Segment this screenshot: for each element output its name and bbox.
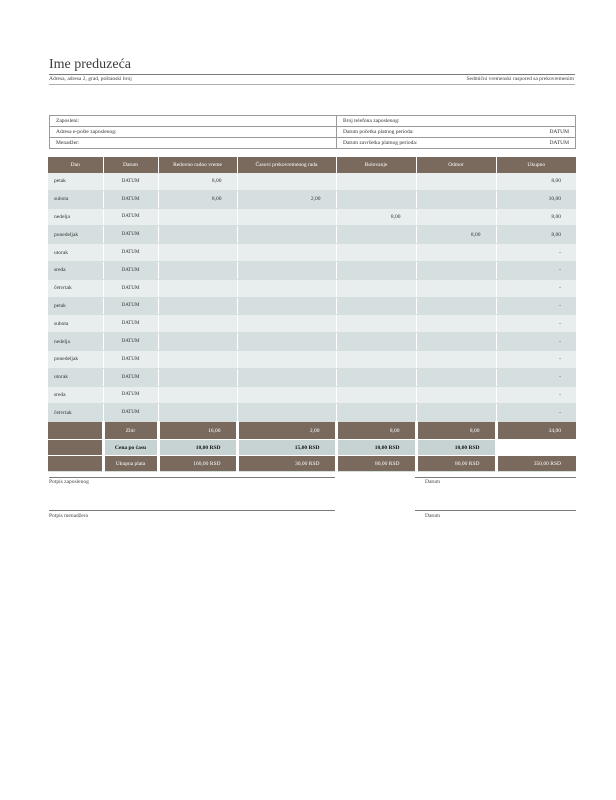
- col-header-day: Dan: [48, 157, 103, 173]
- pay-total: 350,00 RSD: [496, 456, 576, 472]
- sick-hours-cell[interactable]: 8,00: [336, 208, 416, 226]
- sum-overtime: 2,00: [237, 422, 336, 440]
- rate-total-empty: [496, 440, 576, 456]
- employee-date-line[interactable]: [415, 477, 576, 478]
- vacation-hours-cell[interactable]: [416, 173, 496, 190]
- vacation-hours-cell[interactable]: [416, 333, 496, 351]
- overtime-hours-cell[interactable]: [237, 208, 336, 226]
- sick-hours-cell[interactable]: [336, 244, 416, 262]
- rate-regular[interactable]: 10,00 RSD: [158, 440, 237, 456]
- date-cell[interactable]: DATUM: [103, 297, 158, 315]
- total-hours-cell: -: [496, 244, 576, 262]
- sum-regular: 16,00: [158, 422, 237, 440]
- regular-hours-cell[interactable]: [158, 368, 237, 386]
- regular-hours-cell[interactable]: [158, 208, 237, 226]
- total-hours-cell: -: [496, 386, 576, 404]
- total-hours-cell: -: [496, 333, 576, 351]
- overtime-hours-cell[interactable]: [237, 315, 336, 333]
- overtime-hours-cell[interactable]: [237, 368, 336, 386]
- overtime-hours-cell[interactable]: [237, 279, 336, 297]
- table-row: [48, 350, 576, 368]
- table-row: [48, 208, 576, 226]
- manager-signature-label: Potpis menadžera: [49, 513, 88, 519]
- rate-label: Cena po času: [103, 440, 158, 456]
- pay-overtime: 30,00 RSD: [237, 456, 336, 472]
- manager-date-line[interactable]: [415, 510, 576, 511]
- col-header-overtime: Časovi prekovremenog rada: [237, 157, 336, 173]
- table-row: [48, 386, 576, 404]
- overtime-hours-cell[interactable]: [237, 261, 336, 279]
- sum-vacation: 8,00: [416, 422, 496, 440]
- info-row: [50, 116, 576, 127]
- table-row: [48, 190, 576, 208]
- table-row: [48, 368, 576, 386]
- info-row: [50, 127, 576, 138]
- total-hours-cell: -: [496, 404, 576, 422]
- regular-hours-cell[interactable]: [158, 333, 237, 351]
- regular-hours-cell[interactable]: [158, 386, 237, 404]
- manager-date-label: Datum: [425, 513, 440, 519]
- employee-info-table: [49, 115, 576, 149]
- vacation-hours-cell[interactable]: [416, 279, 496, 297]
- vacation-hours-cell[interactable]: [416, 315, 496, 333]
- vacation-hours-cell[interactable]: [416, 244, 496, 262]
- date-cell[interactable]: DATUM: [103, 226, 158, 244]
- rate-spacer: [48, 440, 103, 456]
- total-hours-cell: -: [496, 297, 576, 315]
- date-cell[interactable]: DATUM: [103, 350, 158, 368]
- sick-hours-cell[interactable]: [336, 404, 416, 422]
- sick-hours-cell[interactable]: [336, 368, 416, 386]
- day-cell: ponedeljak: [48, 226, 103, 244]
- regular-hours-cell[interactable]: [158, 350, 237, 368]
- regular-hours-cell[interactable]: [158, 404, 237, 422]
- date-cell[interactable]: DATUM: [103, 208, 158, 226]
- day-cell: subota: [48, 190, 103, 208]
- total-hours-cell: 8,00: [496, 208, 576, 226]
- start-date-label: Datum početka platnog perioda:: [337, 127, 512, 138]
- date-cell[interactable]: DATUM: [103, 190, 158, 208]
- info-row: [50, 138, 576, 149]
- date-cell[interactable]: DATUM: [103, 173, 158, 190]
- total-hours-cell: -: [496, 368, 576, 386]
- overtime-hours-cell[interactable]: [237, 244, 336, 262]
- phone-label[interactable]: Broj telefona zaposlenog:: [337, 116, 576, 127]
- email-label[interactable]: Adresa e-pošte zaposlenog:: [50, 127, 337, 138]
- employee-signature-line[interactable]: [49, 477, 335, 478]
- day-cell: četvrtak: [48, 404, 103, 422]
- sick-hours-cell[interactable]: [336, 190, 416, 208]
- employee-label[interactable]: Zaposleni:: [50, 116, 337, 127]
- total-hours-cell: -: [496, 315, 576, 333]
- regular-hours-cell[interactable]: [158, 279, 237, 297]
- overtime-hours-cell[interactable]: [237, 226, 336, 244]
- subheader-divider: [49, 84, 575, 85]
- table-row: [48, 404, 576, 422]
- col-header-date: Datum: [103, 157, 158, 173]
- sick-hours-cell[interactable]: [336, 333, 416, 351]
- sum-total: 34,00: [496, 422, 576, 440]
- table-row: [48, 244, 576, 262]
- overtime-hours-cell[interactable]: 2,00: [237, 190, 336, 208]
- overtime-hours-cell[interactable]: [237, 404, 336, 422]
- day-cell: subota: [48, 315, 103, 333]
- overtime-hours-cell[interactable]: [237, 173, 336, 190]
- table-row: [48, 333, 576, 351]
- total-hours-cell: -: [496, 279, 576, 297]
- vacation-hours-cell[interactable]: [416, 297, 496, 315]
- vacation-hours-cell[interactable]: [416, 261, 496, 279]
- sum-label: Zbir: [103, 422, 158, 440]
- pay-spacer: [48, 456, 103, 472]
- pay-regular: 160,00 RSD: [158, 456, 237, 472]
- table-row: [48, 297, 576, 315]
- regular-hours-cell[interactable]: [158, 226, 237, 244]
- regular-hours-cell[interactable]: [158, 244, 237, 262]
- header-divider: [49, 74, 575, 75]
- rate-overtime[interactable]: 15,00 RSD: [237, 440, 336, 456]
- total-hours-cell: 8,00: [496, 226, 576, 244]
- table-row: [48, 226, 576, 244]
- total-hours-cell: -: [496, 350, 576, 368]
- sum-sick: 8,00: [336, 422, 416, 440]
- date-cell[interactable]: DATUM: [103, 386, 158, 404]
- pay-label: Ukupna plata: [103, 456, 158, 472]
- date-cell[interactable]: DATUM: [103, 315, 158, 333]
- date-cell[interactable]: DATUM: [103, 261, 158, 279]
- document-subtitle: Sedmični vremenski raspored sa prekovremenim: [466, 76, 574, 82]
- regular-hours-cell[interactable]: [158, 297, 237, 315]
- sum-row: [48, 422, 576, 440]
- sick-hours-cell[interactable]: [336, 279, 416, 297]
- start-date-value[interactable]: DATUM: [511, 127, 575, 138]
- pay-row: [48, 456, 576, 472]
- regular-hours-cell[interactable]: 8,00: [158, 173, 237, 190]
- timesheet-body: [48, 173, 576, 422]
- sick-hours-cell[interactable]: [336, 350, 416, 368]
- total-hours-cell: 8,00: [496, 173, 576, 190]
- vacation-hours-cell[interactable]: [416, 350, 496, 368]
- end-date-value[interactable]: DATUM: [511, 138, 575, 149]
- company-address: Adresa, adresa 2, grad, poštanski broj: [49, 76, 132, 82]
- sick-hours-cell[interactable]: [336, 261, 416, 279]
- day-cell: petak: [48, 297, 103, 315]
- end-date-label: Datum završetka platnog perioda:: [337, 138, 512, 149]
- total-hours-cell: 10,00: [496, 190, 576, 208]
- day-cell: utorak: [48, 244, 103, 262]
- day-cell: četvrtak: [48, 279, 103, 297]
- company-name: Ime preduzeća: [49, 57, 131, 72]
- regular-hours-cell[interactable]: [158, 315, 237, 333]
- vacation-hours-cell[interactable]: [416, 190, 496, 208]
- pay-sick: 80,00 RSD: [336, 456, 416, 472]
- overtime-hours-cell[interactable]: [237, 386, 336, 404]
- manager-label[interactable]: Menadžer:: [50, 138, 337, 149]
- vacation-hours-cell[interactable]: [416, 386, 496, 404]
- employee-date-label: Datum: [425, 479, 440, 485]
- overtime-hours-cell[interactable]: [237, 350, 336, 368]
- vacation-hours-cell[interactable]: 8,00: [416, 226, 496, 244]
- sick-hours-cell[interactable]: [336, 226, 416, 244]
- day-cell: petak: [48, 173, 103, 190]
- sum-spacer: [48, 422, 103, 440]
- col-header-sick: Bolovanje: [336, 157, 416, 173]
- timesheet-table: [48, 157, 576, 472]
- date-cell[interactable]: DATUM: [103, 404, 158, 422]
- day-cell: utorak: [48, 368, 103, 386]
- sick-hours-cell[interactable]: [336, 315, 416, 333]
- table-header-row: [48, 157, 576, 173]
- sick-hours-cell[interactable]: [336, 173, 416, 190]
- day-cell: nedelja: [48, 333, 103, 351]
- sick-hours-cell[interactable]: [336, 297, 416, 315]
- date-cell[interactable]: DATUM: [103, 333, 158, 351]
- table-row: [48, 173, 576, 190]
- total-hours-cell: -: [496, 261, 576, 279]
- regular-hours-cell[interactable]: [158, 261, 237, 279]
- day-cell: ponedeljak: [48, 350, 103, 368]
- employee-signature-label: Potpis zaposlenog: [49, 479, 89, 485]
- table-row: [48, 279, 576, 297]
- day-cell: sreda: [48, 386, 103, 404]
- manager-signature-line[interactable]: [49, 510, 335, 511]
- day-cell: nedelja: [48, 208, 103, 226]
- overtime-hours-cell[interactable]: [237, 333, 336, 351]
- vacation-hours-cell[interactable]: [416, 368, 496, 386]
- col-header-vacation: Odmor: [416, 157, 496, 173]
- table-row: [48, 315, 576, 333]
- sick-hours-cell[interactable]: [336, 386, 416, 404]
- date-cell[interactable]: DATUM: [103, 244, 158, 262]
- table-row: [48, 261, 576, 279]
- rate-row: [48, 440, 576, 456]
- date-cell[interactable]: DATUM: [103, 368, 158, 386]
- col-header-total: Ukupno: [496, 157, 576, 173]
- col-header-regular: Redovno radno vreme: [158, 157, 237, 173]
- date-cell[interactable]: DATUM: [103, 279, 158, 297]
- vacation-hours-cell[interactable]: [416, 404, 496, 422]
- pay-vacation: 80,00 RSD: [416, 456, 496, 472]
- vacation-hours-cell[interactable]: [416, 208, 496, 226]
- day-cell: sreda: [48, 261, 103, 279]
- rate-sick[interactable]: 10,00 RSD: [336, 440, 416, 456]
- rate-vacation[interactable]: 10,00 RSD: [416, 440, 496, 456]
- overtime-hours-cell[interactable]: [237, 297, 336, 315]
- regular-hours-cell[interactable]: 8,00: [158, 190, 237, 208]
